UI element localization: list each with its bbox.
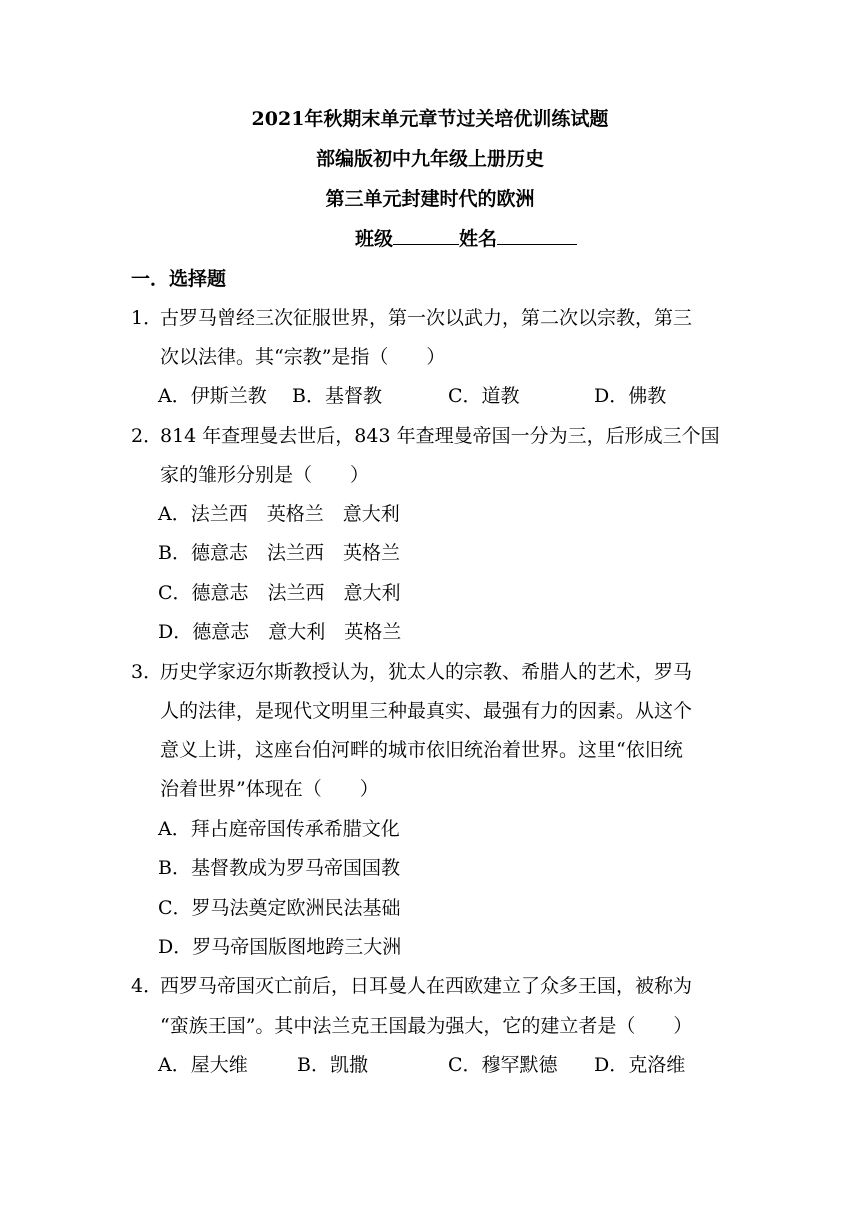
- option-b: B．基督教成为罗马帝国国教: [158, 857, 400, 879]
- option-d: D．佛教: [594, 385, 667, 407]
- option-c: C．罗马法奠定欧洲民法基础: [158, 897, 401, 919]
- question-text-line: 次以法律。其“宗教”是指（ ）: [160, 346, 446, 368]
- option-b: B．凯撒: [297, 1054, 368, 1076]
- option-c: C．德意志 法兰西 意大利: [158, 582, 401, 604]
- class-name-line: [355, 224, 577, 251]
- exam-title: 2021年秋期末单元章节过关培优训练试题: [251, 108, 609, 130]
- name-blank: [497, 243, 577, 245]
- question-number: 2．: [131, 425, 163, 447]
- option-c: C．道教: [448, 385, 520, 407]
- question-text-line: 人的法律，是现代文明里三种最真实、最强有力的因素。从这个: [160, 700, 693, 722]
- option-d: D．克洛维: [594, 1054, 686, 1076]
- option-a: A．屋大维: [158, 1054, 248, 1076]
- question-text-line: 意义上讲，这座台伯河畔的城市依旧统治着世界。这里“依旧统: [160, 739, 683, 761]
- name-label: 姓名: [459, 228, 498, 250]
- option-b: B．基督教: [292, 385, 382, 407]
- option-d: D．德意志 意大利 英格兰: [158, 621, 402, 643]
- unit-title: 第三单元封建时代的欧洲: [325, 188, 535, 210]
- question-text-line: 古罗马曾经三次征服世界，第一次以武力，第二次以宗教，第三: [160, 307, 693, 329]
- question-text-line: 西罗马帝国灭亡前后，日耳曼人在西欧建立了众多王国，被称为: [160, 975, 693, 997]
- option-a: A．拜占庭帝国传承希腊文化: [158, 818, 400, 840]
- question-text-line: 治着世界”体现在（ ）: [160, 778, 379, 800]
- option-a: A．法兰西 英格兰 意大利: [158, 503, 400, 525]
- question-text-line: 历史学家迈尔斯教授认为，犹太人的宗教、希腊人的艺术，罗马: [160, 661, 693, 683]
- class-blank: [393, 243, 459, 245]
- option-c: C．穆罕默德: [448, 1054, 558, 1076]
- question-number: 3．: [131, 661, 163, 683]
- option-a: A．伊斯兰教: [158, 385, 267, 407]
- exam-subtitle: 部编版初中九年级上册历史: [315, 148, 544, 170]
- option-d: D．罗马帝国版图地跨三大洲: [158, 936, 402, 958]
- section-heading: 一．选择题: [131, 268, 227, 290]
- question-text-line: 814 年查理曼去世后，843 年查理曼帝国一分为三，后形成三个国: [160, 425, 720, 447]
- option-b: B．德意志 法兰西 英格兰: [158, 542, 400, 564]
- question-text-line: 家的雏形分别是（ ）: [160, 464, 370, 486]
- question-text-line: “蛮族王国”。其中法兰克王国最为强大，它的建立者是（ ）: [160, 1015, 693, 1037]
- question-number: 1．: [131, 307, 163, 329]
- question-number: 4．: [131, 975, 163, 997]
- class-label: 班级: [355, 228, 394, 250]
